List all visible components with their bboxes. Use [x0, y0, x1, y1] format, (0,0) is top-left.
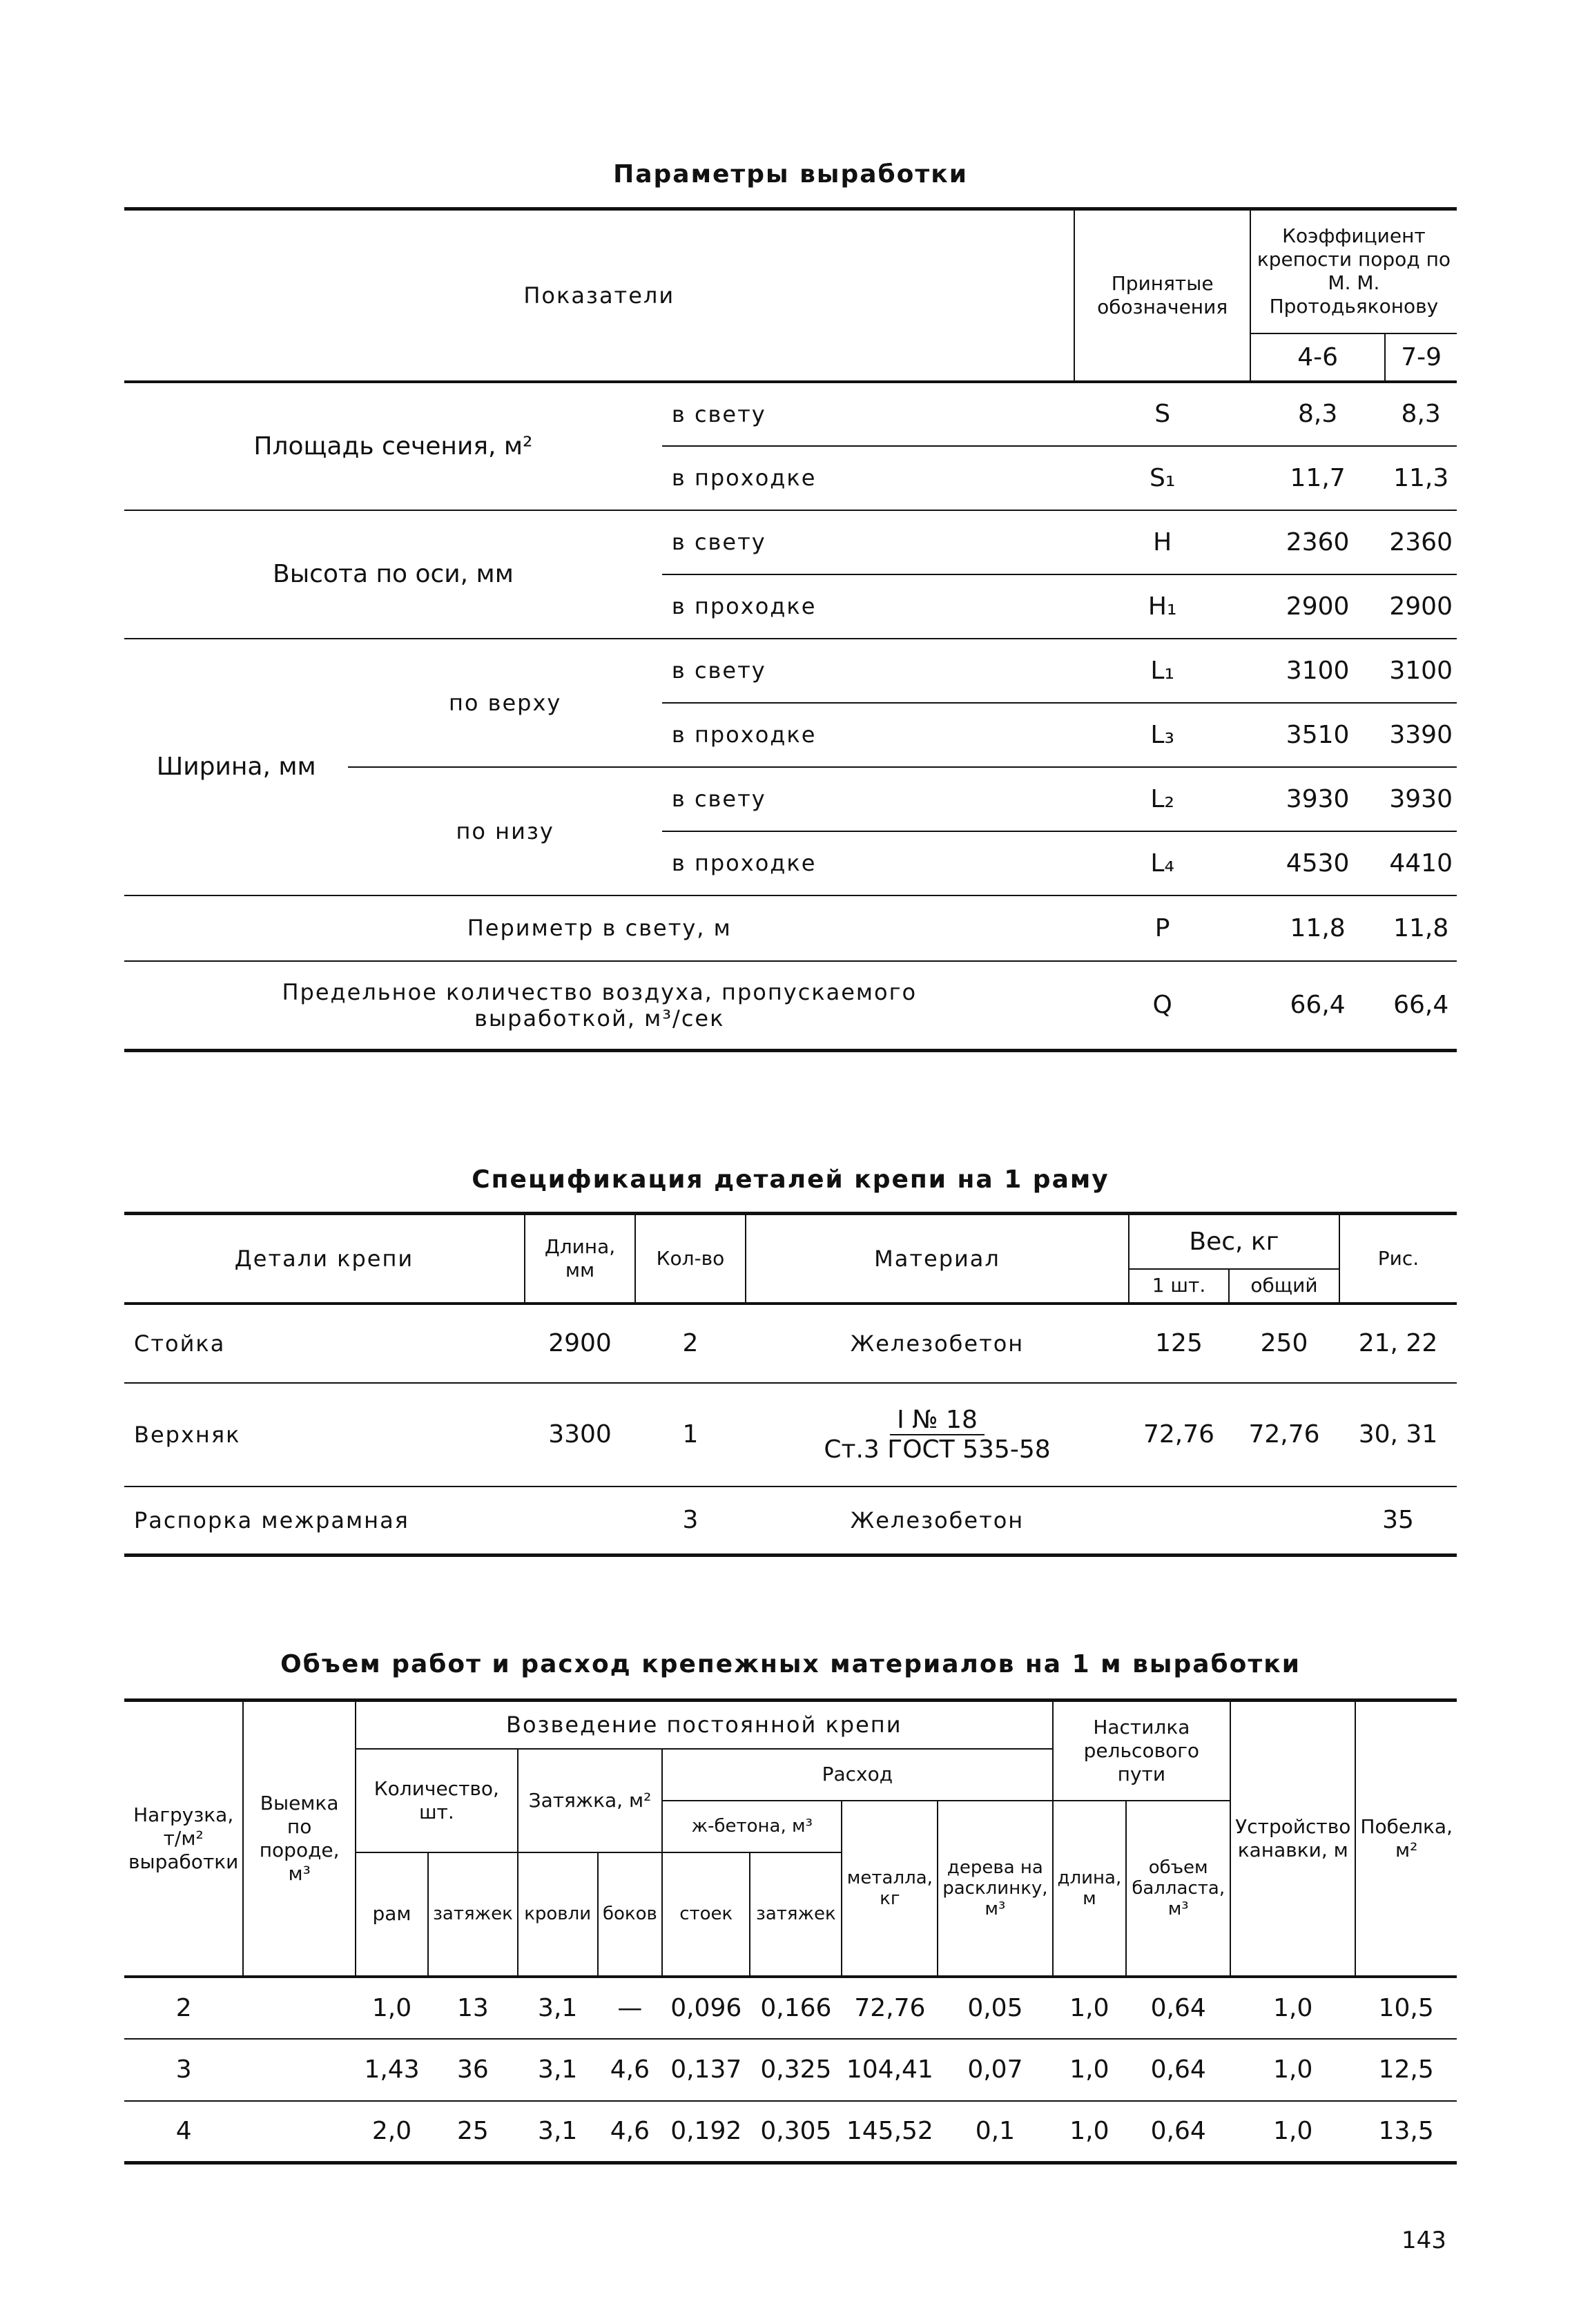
cell: 0,64 — [1150, 1993, 1206, 2022]
header-length: Длина, мм — [525, 1214, 635, 1304]
cell: 1,0 — [1273, 1993, 1313, 2022]
row-area-v1: 8,3 — [1297, 400, 1338, 428]
cell: 10,5 — [1378, 1993, 1434, 2022]
row-height2-cond: в проходке — [671, 593, 817, 619]
header-weight-one: 1 шт. — [1129, 1269, 1229, 1304]
cell: 0,305 — [760, 2117, 832, 2146]
cell: 1,0 — [1273, 2117, 1313, 2146]
header-consumption: Расход — [662, 1749, 1052, 1801]
cell: 0,64 — [1150, 2117, 1206, 2146]
cell: 0,07 — [967, 2055, 1023, 2084]
cell: 1,0 — [1069, 1993, 1109, 2022]
row-perimeter-label: Периметр в свету, м — [467, 915, 732, 941]
header-roof: кровли — [518, 1852, 598, 1977]
spec-row-post-length: 2900 — [548, 1329, 612, 1357]
cell: 4,6 — [610, 2117, 650, 2146]
row-width4-sym: L₄ — [1150, 849, 1174, 878]
spec-row-spacer-w-one — [1129, 1487, 1229, 1556]
row-width-label: Ширина, мм — [124, 639, 348, 895]
header-range-2: 7-9 — [1385, 333, 1457, 382]
cell: 0,64 — [1150, 2055, 1206, 2084]
cell: 4 — [175, 2117, 192, 2146]
row-width1-v1: 3100 — [1286, 656, 1350, 685]
cell: — — [617, 1993, 643, 2022]
cell: 72,76 — [854, 1993, 926, 2022]
row-height2-v2: 2900 — [1389, 592, 1453, 621]
header-frames: рам — [356, 1852, 428, 1977]
spec-row-post-w-one: 125 — [1155, 1329, 1203, 1357]
row-width4-v1: 4530 — [1286, 849, 1350, 878]
row-air-v1: 66,4 — [1290, 991, 1346, 1020]
row-area2-v1: 11,7 — [1290, 463, 1346, 492]
header-whitewash: Побелка, м² — [1355, 1701, 1457, 1977]
spec-row-spacer-qty: 3 — [682, 1506, 699, 1535]
row-area2-cond: в проходке — [671, 465, 817, 491]
cell: 104,41 — [846, 2055, 933, 2084]
header-ditch: Устройство канавки, м — [1230, 1701, 1355, 1977]
row-area-cond: в свету — [671, 400, 766, 427]
header-erection: Возведение постоянной крепи — [356, 1701, 1053, 1749]
row-width-top-label: по верху — [348, 639, 661, 767]
cell: 1,43 — [364, 2055, 420, 2084]
cell: 0,192 — [670, 2117, 742, 2146]
cell — [243, 2039, 356, 2101]
header-track: Настилка рельсового пути — [1053, 1701, 1231, 1801]
spec-row-cap-w-total: 72,76 — [1248, 1420, 1320, 1449]
spec-row-cap-material-bottom: Ст.3 ГОСТ 535-58 — [824, 1435, 1051, 1464]
row-height-label: Высота по оси, мм — [124, 510, 662, 639]
row-area2-sym: S₁ — [1150, 463, 1176, 492]
cell: 3,1 — [538, 2055, 578, 2084]
spec-row-post-qty: 2 — [682, 1329, 699, 1357]
row-perimeter-sym: P — [1154, 913, 1170, 942]
row-width4-cond: в проходке — [671, 850, 817, 876]
cell: 145,52 — [846, 2117, 933, 2146]
spec-row-spacer-w-total — [1229, 1487, 1339, 1556]
cell — [243, 1977, 356, 2039]
cell: 1,0 — [1069, 2055, 1109, 2084]
cell: 3 — [175, 2055, 192, 2084]
row-height2-v1: 2900 — [1286, 592, 1350, 621]
row-height2-sym: H₁ — [1147, 592, 1177, 621]
row-perimeter-v1: 11,8 — [1290, 913, 1346, 942]
spec-row-cap-material-top: I № 18 — [890, 1406, 985, 1435]
spec-row-cap-part: Верхняк — [134, 1421, 241, 1448]
header-concrete: ж-бетона, м³ — [662, 1801, 842, 1852]
works-table — [124, 1698, 1457, 2165]
cell: 25 — [457, 2117, 489, 2146]
cell: 1,0 — [1273, 2055, 1313, 2084]
cell: 0,096 — [670, 1993, 742, 2022]
header-notation: Принятые обозначения — [1074, 209, 1250, 382]
spec-row-cap-length: 3300 — [548, 1420, 612, 1449]
header-posts: стоек — [662, 1852, 750, 1977]
cell: 12,5 — [1378, 2055, 1434, 2084]
row-width2-sym: L₃ — [1150, 720, 1174, 749]
table-row — [124, 2101, 1457, 2163]
spec-row-post-part: Стойка — [134, 1330, 226, 1357]
spec-row-spacer-fig: 35 — [1382, 1506, 1414, 1535]
table-row — [124, 2039, 1457, 2101]
table3-title: Объем работ и расход крепежных материалов на 1 м выработки — [280, 1650, 1301, 1678]
row-height-cond: в свету — [671, 529, 766, 555]
header-qty: Кол-во — [635, 1214, 746, 1304]
row-width1-v2: 3100 — [1389, 656, 1453, 685]
header-weight-total: общий — [1229, 1269, 1339, 1304]
row-width4-v2: 4410 — [1389, 849, 1453, 878]
row-width2-v1: 3510 — [1286, 720, 1350, 749]
row-width3-sym: L₂ — [1150, 784, 1174, 813]
row-air-label: Предельное количество воздуха, пропускаемого выработкой, м³/сек — [282, 978, 918, 1032]
spec-row-post-material: Железобетон — [850, 1330, 1025, 1357]
header-weight: Вес, кг — [1129, 1214, 1339, 1269]
header-fig: Рис. — [1339, 1214, 1457, 1304]
header-metal: металла, кг — [842, 1801, 938, 1977]
cell: 0,137 — [670, 2055, 742, 2084]
cell: 4,6 — [610, 2055, 650, 2084]
row-width2-v2: 3390 — [1389, 720, 1453, 749]
row-area-sym: S — [1154, 400, 1171, 428]
row-perimeter-v2: 11,8 — [1393, 913, 1449, 942]
cell: 0,166 — [760, 1993, 832, 2022]
cell: 13,5 — [1378, 2117, 1434, 2146]
cell: 1,0 — [1069, 2117, 1109, 2146]
row-width-bottom-label: по низу — [348, 767, 661, 895]
table-row — [124, 1977, 1457, 2039]
header-wood: дерева на расклинку, м³ — [938, 1801, 1052, 1977]
header-ballast: объем балласта, м³ — [1126, 1801, 1230, 1977]
row-height-v1: 2360 — [1286, 527, 1350, 556]
row-area-label: Площадь сечения, м² — [124, 382, 662, 510]
header-lagging: Затяжка, м² — [518, 1749, 662, 1852]
spec-row-cap-material — [746, 1383, 1129, 1487]
cell: 2 — [175, 1993, 192, 2022]
spec-row-cap-qty: 1 — [682, 1420, 699, 1449]
header-material: Материал — [746, 1214, 1129, 1304]
row-air-sym: Q — [1152, 991, 1172, 1020]
header-part: Детали крепи — [124, 1214, 525, 1304]
header-load: Нагрузка, т/м² выработки — [124, 1701, 243, 1977]
header-lagging-count: затяжек — [428, 1852, 518, 1977]
header-coefficient: Коэффициент крепости пород по М. М. Протодьяконову — [1250, 209, 1457, 333]
cell: 0,05 — [967, 1993, 1023, 2022]
header-indicators: Показатели — [124, 209, 1074, 382]
header-count: Количество, шт. — [356, 1749, 518, 1852]
row-width3-v1: 3930 — [1286, 784, 1350, 813]
cell: 0,1 — [975, 2117, 1016, 2146]
cell: 1,0 — [371, 1993, 412, 2022]
spec-row-cap-w-one: 72,76 — [1143, 1420, 1215, 1449]
row-area-v2: 8,3 — [1401, 400, 1441, 428]
spec-row-post-fig: 21, 22 — [1358, 1329, 1438, 1357]
spec-row-spacer-material: Железобетон — [850, 1507, 1025, 1533]
header-lag: затяжек — [750, 1852, 842, 1977]
row-width3-cond: в свету — [671, 786, 766, 812]
spec-row-cap-fig: 30, 31 — [1358, 1420, 1438, 1449]
header-sides: боков — [598, 1852, 663, 1977]
cell: 13 — [457, 1993, 489, 2022]
row-air-v2: 66,4 — [1393, 991, 1449, 1020]
cell: 2,0 — [371, 2117, 412, 2146]
cell: 36 — [457, 2055, 489, 2084]
row-width3-v2: 3930 — [1389, 784, 1453, 813]
spec-row-spacer-part: Распорка межрамная — [134, 1507, 409, 1533]
header-range-1: 4-6 — [1250, 333, 1386, 382]
spec-table — [124, 1212, 1457, 1557]
header-track-len: длина, м — [1053, 1801, 1127, 1977]
spec-row-post-w-total: 250 — [1260, 1329, 1308, 1357]
row-width1-cond: в свету — [671, 657, 766, 684]
row-width1-sym: L₁ — [1150, 656, 1174, 685]
cell: 3,1 — [538, 2117, 578, 2146]
cell — [243, 2101, 356, 2163]
page-number: 143 — [1402, 2227, 1446, 2254]
parameters-table — [124, 207, 1457, 1052]
header-excavation: Выемка по породе, м³ — [243, 1701, 356, 1977]
cell: 0,325 — [760, 2055, 832, 2084]
row-area2-v2: 11,3 — [1393, 463, 1449, 492]
table2-title: Спецификация деталей крепи на 1 раму — [472, 1165, 1109, 1194]
cell: 3,1 — [538, 1993, 578, 2022]
row-width2-cond: в проходке — [671, 722, 817, 748]
row-height-sym: H — [1153, 527, 1172, 556]
row-height-v2: 2360 — [1389, 527, 1453, 556]
table1-title: Параметры выработки — [613, 160, 968, 188]
